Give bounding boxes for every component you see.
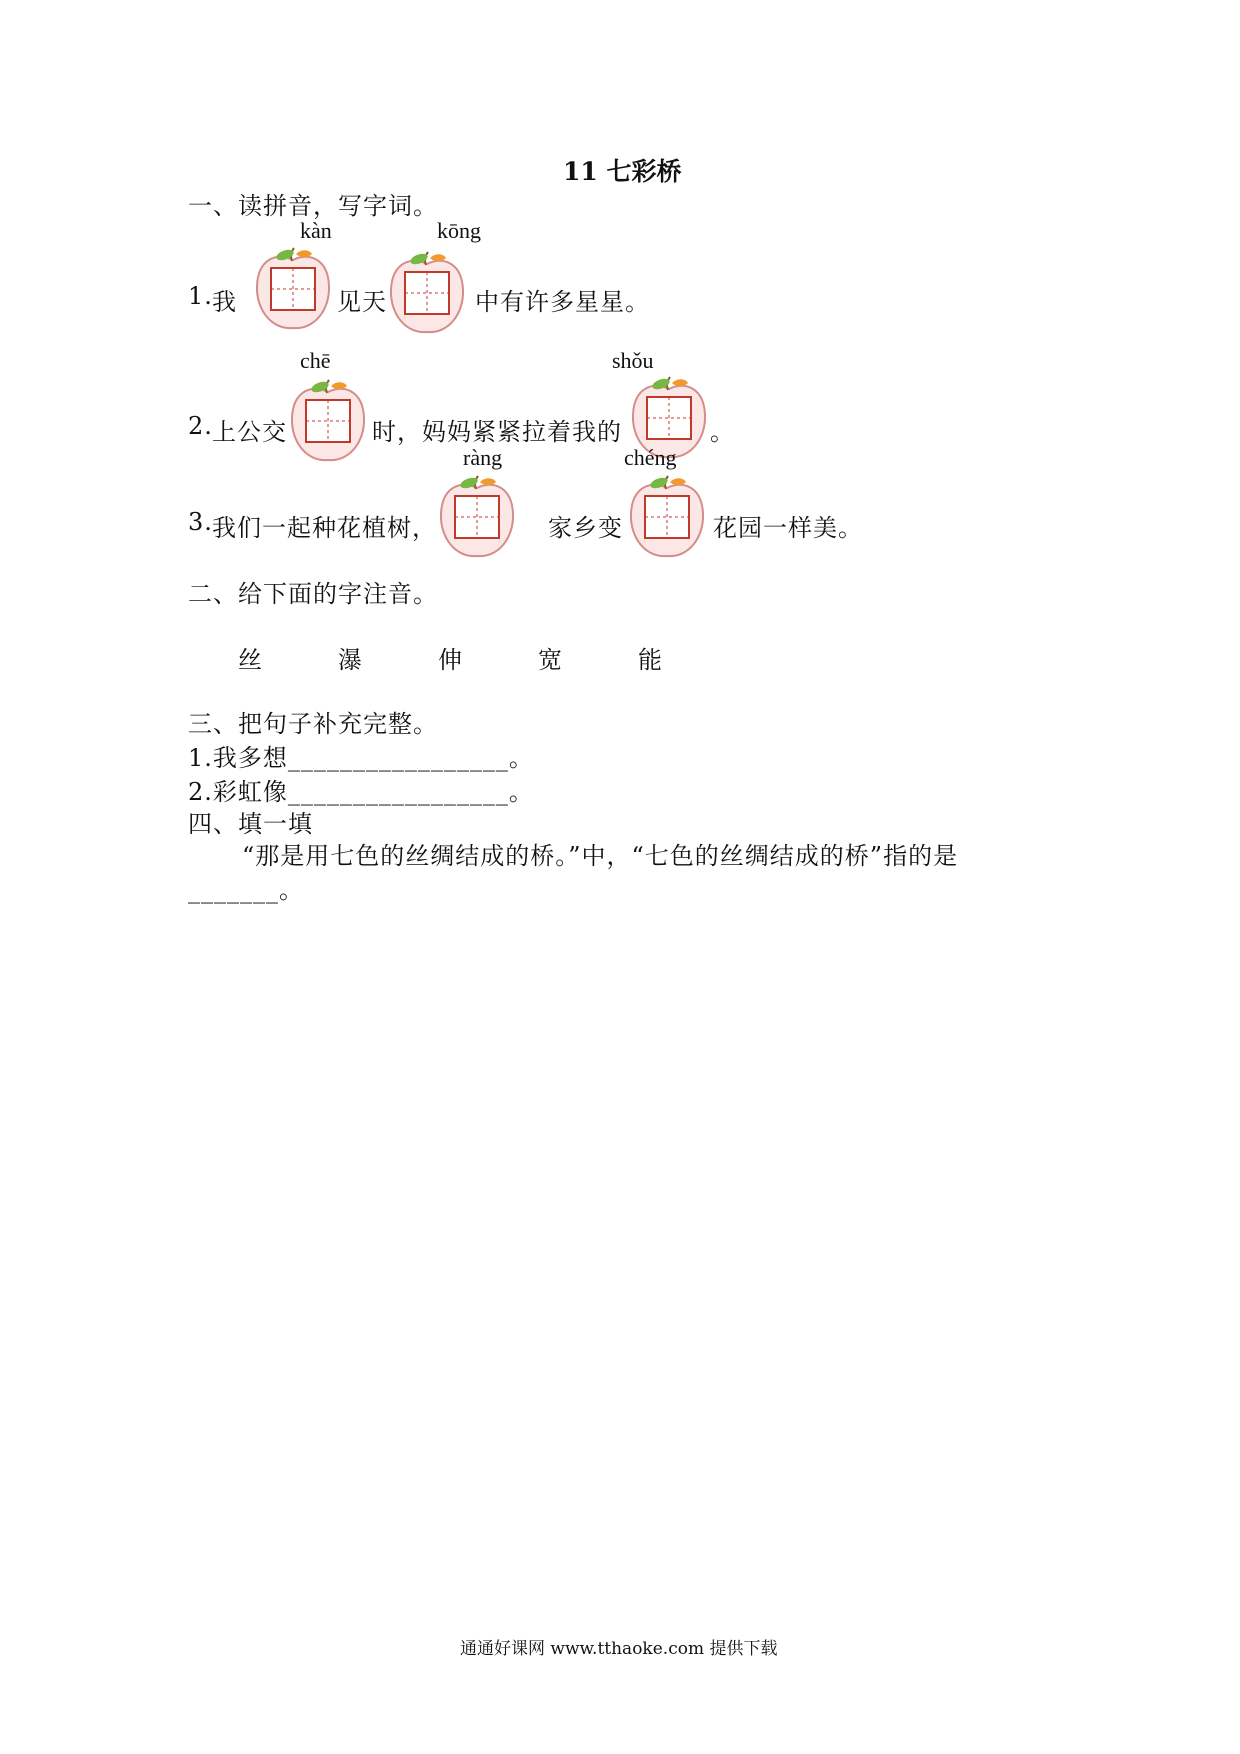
- char-item: 宽: [538, 646, 563, 674]
- q2-text-1: 上公交: [212, 418, 287, 446]
- q2-number: 2.: [188, 412, 213, 440]
- q3-text-2: 家乡变: [548, 514, 623, 542]
- q1-number: 1.: [188, 282, 213, 310]
- apple-writing-box-q1-1[interactable]: [252, 246, 334, 332]
- q2-text-3: 。: [710, 418, 735, 446]
- sentence-2: 2.彩虹像_________________。: [188, 778, 534, 806]
- apple-writing-box-q1-2[interactable]: [386, 250, 468, 336]
- apple-writing-box-q3-1[interactable]: [436, 474, 518, 560]
- q3-pinyin-1: ràng: [463, 445, 503, 470]
- char-item: 瀑: [338, 646, 363, 674]
- char-list: [238, 640, 738, 675]
- q3-number: 3.: [188, 508, 213, 536]
- page-footer: 通通好课网 www.tthaoke.com 提供下载: [460, 1639, 778, 1659]
- q1-pinyin-1: kàn: [300, 218, 332, 243]
- page-title: 11 七彩桥: [563, 157, 682, 186]
- section4-heading: 四、填一填: [188, 810, 313, 838]
- apple-writing-box-q2-1[interactable]: [287, 378, 369, 464]
- char-item: 伸: [438, 646, 463, 674]
- q1-pinyin-2: kōng: [437, 218, 481, 243]
- apple-writing-box-q3-2[interactable]: [626, 474, 708, 560]
- char-item: 丝: [238, 646, 263, 674]
- q2-pinyin-1: chē: [300, 348, 331, 373]
- q2-pinyin-2: shǒu: [612, 348, 654, 373]
- section3-heading: 三、把句子补充完整。: [188, 710, 438, 738]
- q3-text-3: 花园一样美。: [713, 514, 863, 542]
- q3-pinyin-2: chéng: [624, 445, 677, 470]
- q1-text-1: 我: [212, 288, 237, 316]
- q1-text-2: 见天: [337, 288, 387, 316]
- fill-line-2: _______。: [188, 876, 304, 904]
- q1-text-3: 中有许多星星。: [475, 288, 650, 316]
- char-item: 能: [638, 646, 663, 674]
- section2-heading: 二、给下面的字注音。: [188, 580, 438, 608]
- q3-text-1: 我们一起种花植树，: [212, 514, 437, 542]
- fill-line-1: “那是用七色的丝绸结成的桥。”中，“七色的丝绸结成的桥”指的是: [242, 842, 959, 870]
- q2-text-2: 时，妈妈紧紧拉着我的: [372, 418, 622, 446]
- sentence-1: 1.我多想_________________。: [188, 744, 534, 772]
- section1-heading: 一、读拼音，写字词。: [188, 192, 438, 220]
